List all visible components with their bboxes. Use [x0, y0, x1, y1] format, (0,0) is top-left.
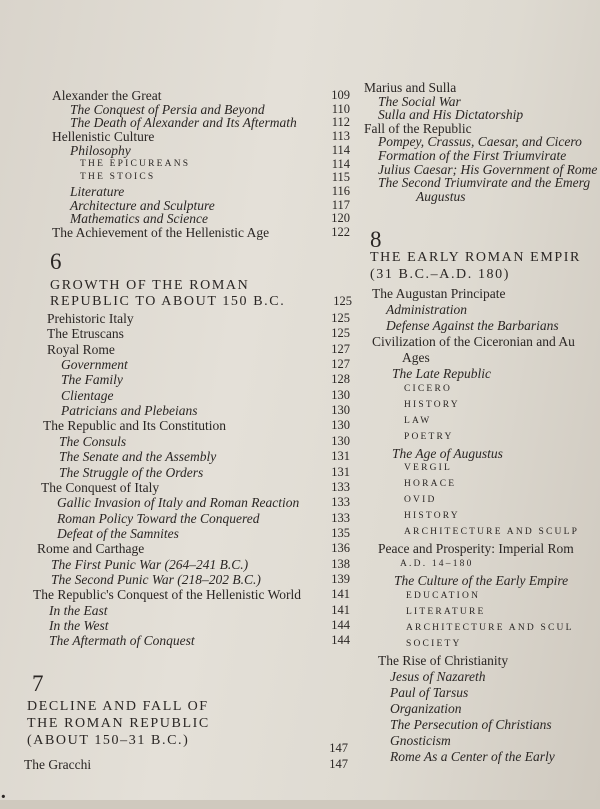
- toc-entry: The Republic's Conquest of the Hellenistic World: [33, 587, 302, 603]
- toc-entry: The Family: [61, 372, 123, 388]
- toc-entry: The Death of Alexander and Its Aftermath: [70, 115, 297, 131]
- toc-entry: Paul of Tarsus: [390, 684, 469, 700]
- toc-entry: Prehistoric Italy: [47, 311, 134, 326]
- toc-page-number: 147: [329, 757, 348, 771]
- toc-page-number: 131: [331, 449, 350, 464]
- toc-page-number: 115: [331, 170, 350, 185]
- toc-entry: Jesus of Nazareth: [390, 668, 486, 684]
- toc-entry: The Augustan Principate: [372, 286, 506, 301]
- toc-entry: Roman Policy Toward the Conquered: [57, 510, 260, 526]
- toc-entry: Royal Rome: [47, 341, 115, 357]
- toc-entry: The Consuls: [59, 433, 127, 449]
- toc-page-number: 130: [331, 387, 350, 402]
- chapter-8-title-line1: THE EARLY ROMAN EMPIR: [370, 250, 581, 265]
- toc-page-number: 136: [331, 541, 350, 556]
- toc-page-number: 127: [331, 341, 350, 356]
- toc-entry: Architecture and Sculpture: [70, 197, 215, 213]
- toc-entry: Rome and Carthage: [37, 541, 145, 557]
- toc-page-number: 114: [331, 156, 350, 171]
- toc-entry: Fall of the Republic: [364, 120, 472, 136]
- toc-page-number: 144: [331, 633, 350, 648]
- toc-entry: Literature: [70, 183, 125, 199]
- toc-entry: The Age of Augustus: [392, 445, 503, 461]
- toc-entry: Civilization of the Ciceronian and Au: [372, 333, 575, 349]
- toc-entry: A.D. 14–180: [400, 559, 474, 570]
- toc-entry: The Struggle of the Orders: [59, 464, 204, 480]
- toc-page-number: 128: [331, 372, 350, 387]
- toc-entry: Government: [61, 357, 128, 373]
- toc-entry: HISTORY: [404, 511, 460, 522]
- toc-page-number: 131: [331, 464, 350, 479]
- toc-entry: Formation of the First Triumvirate: [378, 148, 567, 163]
- toc-page-number: 112: [331, 115, 350, 130]
- toc-entry: Pompey, Crassus, Caesar, and Cicero: [378, 134, 582, 150]
- toc-page-number: 125: [331, 311, 350, 325]
- toc-entry: OVID: [404, 495, 437, 506]
- toc-entry: HISTORY: [404, 399, 460, 410]
- chapter-7-title-line3: (ABOUT 150–31 B.C.): [27, 733, 190, 748]
- toc-entry: Patricians and Plebeians: [61, 403, 198, 419]
- toc-page-number: 122: [331, 225, 350, 239]
- toc-page-number: 141: [331, 602, 350, 617]
- toc-entry: THE STOICS: [80, 172, 156, 183]
- toc-entry: Hellenistic Culture: [52, 129, 155, 145]
- toc-page-number: 114: [331, 142, 350, 157]
- toc-page-number: 130: [331, 418, 350, 433]
- toc-entry: Peace and Prosperity: Imperial Rom: [378, 541, 574, 557]
- toc-entry: Mathematics and Science: [70, 211, 208, 227]
- toc-entry: POETRY: [404, 431, 454, 442]
- chapter-6-title-line1: GROWTH OF THE ROMAN: [50, 278, 250, 293]
- toc-entry: Defense Against the Barbarians: [386, 317, 559, 333]
- toc-entry: THE EPICUREANS: [80, 158, 191, 169]
- toc-page-number: 133: [331, 510, 350, 525]
- toc-page-number: 138: [331, 556, 350, 571]
- toc-page-number: 135: [331, 525, 350, 540]
- toc-entry: The Etruscans: [47, 326, 124, 342]
- toc-entry: ARCHITECTURE AND SCUL: [406, 622, 574, 633]
- chapter-6-title-line2: REPUBLIC TO ABOUT 150 B.C.: [50, 294, 286, 309]
- toc-page-number: 139: [331, 571, 350, 586]
- toc-entry: LAW: [404, 415, 432, 426]
- toc-entry: Ages: [402, 349, 430, 365]
- toc-entry: Defeat of the Samnites: [57, 525, 179, 541]
- toc-page-number: 127: [331, 357, 350, 372]
- toc-entry: Augustus: [416, 188, 466, 204]
- toc-page-number: 133: [331, 495, 350, 510]
- chapter-8-title-line2: (31 B.C.–A.D. 180): [370, 267, 511, 282]
- chapter-6-title-page: 125: [333, 294, 352, 308]
- toc-entry: The Social War: [378, 93, 461, 109]
- toc-page-number: 130: [331, 403, 350, 418]
- chapter-8-number: 8: [370, 227, 382, 252]
- toc-page-number: 120: [331, 211, 350, 226]
- toc-entry: CICERO: [404, 383, 453, 394]
- chapter-6-number: 6: [50, 249, 62, 274]
- toc-entry: EDUCATION: [406, 591, 481, 602]
- toc-entry: The Late Republic: [392, 365, 491, 381]
- toc-entry: Philosophy: [70, 142, 131, 158]
- toc-entry: SOCIETY: [406, 638, 462, 649]
- toc-entry: The Gracchi: [24, 757, 92, 772]
- toc-page-number: 130: [331, 433, 350, 448]
- toc-entry: The Conquest of Persia and Beyond: [70, 101, 265, 117]
- toc-entry: Gnosticism: [390, 732, 451, 748]
- toc-entry: The Achievement of the Hellenistic Age: [52, 225, 270, 240]
- toc-entry: Rome As a Center of the Early: [390, 748, 555, 764]
- toc-entry: The Second Punic War (218–202 B.C.): [51, 571, 261, 587]
- toc-entry: The Second Triumvirate and the Emerg: [378, 175, 591, 191]
- chapter-7-title-page: 147: [329, 741, 348, 755]
- toc-entry: Julius Caesar; His Government of Rome: [378, 161, 598, 177]
- toc-entry: The Aftermath of Conquest: [49, 633, 195, 649]
- toc-entry: The Republic and Its Constitution: [43, 418, 226, 434]
- toc-page-number: 110: [331, 101, 350, 116]
- toc-entry: Organization: [390, 700, 462, 716]
- chapter-7-number: 7: [32, 671, 44, 696]
- toc-entry: ARCHITECTURE AND SCULP: [404, 527, 580, 538]
- toc-entry: Administration: [386, 301, 468, 317]
- toc-page-number: 133: [331, 479, 350, 494]
- toc-entry: The Rise of Christianity: [378, 652, 509, 668]
- chapter-7-title-line2: THE ROMAN REPUBLIC: [27, 716, 210, 731]
- toc-page-number: 141: [331, 587, 350, 602]
- toc-page-number: 117: [331, 197, 350, 212]
- toc-entry: Gallic Invasion of Italy and Roman Reaction: [57, 495, 300, 511]
- toc-entry: The Senate and the Assembly: [59, 449, 217, 465]
- toc-entry: Clientage: [61, 387, 114, 403]
- toc-page-number: 109: [331, 88, 350, 102]
- toc-entry: VERGIL: [404, 463, 453, 474]
- toc-page-number: 113: [331, 129, 350, 144]
- toc-entry: In the West: [49, 618, 109, 633]
- toc-entry: The Persecution of Christians: [390, 716, 552, 732]
- toc-page-number: 144: [331, 618, 350, 632]
- toc-entry: Alexander the Great: [52, 88, 162, 103]
- toc-entry: LITERATURE: [406, 607, 486, 617]
- cropped-glyph: ·: [0, 786, 7, 808]
- toc-entry: The First Punic War (264–241 B.C.): [51, 556, 249, 572]
- toc-entry: In the East: [49, 602, 108, 618]
- toc-entry: Sulla and His Dictatorship: [378, 107, 524, 123]
- toc-entry: The Culture of the Early Empire: [394, 573, 569, 589]
- toc-page-number: 125: [331, 326, 350, 341]
- toc-entry: Marius and Sulla: [364, 80, 457, 95]
- toc-entry: HORACE: [404, 479, 457, 490]
- chapter-7-title-line1: DECLINE AND FALL OF: [27, 699, 209, 714]
- toc-page-number: 116: [331, 183, 350, 198]
- toc-entry: The Conquest of Italy: [41, 479, 160, 495]
